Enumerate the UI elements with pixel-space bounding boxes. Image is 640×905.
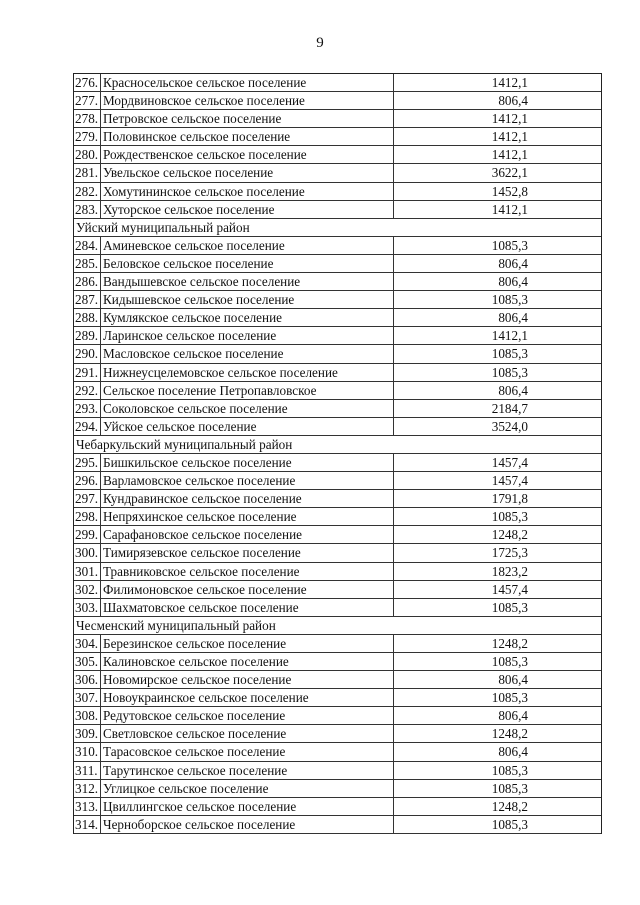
settlement-name: Мордвиновское сельское поселение (101, 92, 394, 109)
settlement-value: 806,4 (498, 274, 528, 290)
settlement-value: 1085,3 (491, 816, 528, 832)
table-row (74, 291, 601, 309)
row-number: 290. (74, 345, 101, 362)
settlement-value: 1085,3 (491, 292, 528, 308)
settlement-value: 1457,4 (491, 454, 528, 470)
row-number: 297. (74, 490, 101, 507)
district-name: Уйский муниципальный район (76, 219, 250, 235)
row-number: 279. (74, 128, 101, 145)
settlement-value: 1248,2 (491, 527, 528, 543)
row-number: 282. (74, 183, 101, 200)
table-row (74, 689, 601, 707)
settlement-value: 1085,3 (491, 690, 528, 706)
settlement-value: 806,4 (498, 310, 528, 326)
settlement-value: 1457,4 (491, 581, 528, 597)
settlement-name: Непряхинское сельское поселение (101, 508, 394, 525)
row-number: 306. (74, 671, 101, 688)
settlement-value: 1085,3 (491, 346, 528, 362)
settlement-name: Сельское поселение Петропавловское (101, 382, 394, 399)
settlement-name: Углицкое сельское поселение (101, 780, 394, 797)
row-number: 294. (74, 418, 101, 435)
row-number: 295. (74, 454, 101, 471)
settlement-value: 1248,2 (491, 635, 528, 651)
table-row (74, 237, 601, 255)
settlement-name: Редутовское сельское поселение (101, 707, 394, 724)
row-number: 298. (74, 508, 101, 525)
table-row (74, 92, 601, 110)
row-number: 304. (74, 635, 101, 652)
settlement-value: 1248,2 (491, 726, 528, 742)
settlement-value: 1412,1 (491, 75, 528, 90)
table-row (74, 581, 601, 599)
settlement-value: 1085,3 (491, 654, 528, 669)
settlement-value: 1085,3 (491, 762, 528, 778)
settlement-name: Тарасовское сельское поселение (101, 743, 394, 760)
settlement-name: Ларинское сельское поселение (101, 327, 394, 344)
table-row (74, 743, 601, 761)
table-row (74, 128, 601, 146)
table-row (74, 164, 601, 182)
settlement-name: Светловское сельское поселение (101, 725, 394, 742)
table-row (74, 526, 601, 544)
district-header-row (74, 219, 601, 237)
settlement-name: Хомутининское сельское поселение (101, 183, 394, 200)
settlement-name: Тарутинское сельское поселение (101, 762, 394, 779)
settlement-name: Соколовское сельское поселение (101, 400, 394, 417)
table-row (74, 345, 601, 363)
table-row (74, 454, 601, 472)
settlement-name: Березинское сельское поселение (101, 635, 394, 652)
settlement-value: 1248,2 (491, 798, 528, 814)
table-row (74, 635, 601, 653)
row-number: 291. (74, 364, 101, 381)
row-number: 283. (74, 201, 101, 218)
table-row (74, 798, 601, 816)
settlement-value: 1412,1 (491, 111, 528, 127)
settlement-name: Беловское сельское поселение (101, 255, 394, 272)
settlement-value: 3524,0 (491, 418, 528, 434)
settlement-name: Новоукраинское сельское поселение (101, 689, 394, 706)
settlement-value: 3622,1 (491, 165, 528, 181)
settlement-name: Аминевское сельское поселение (101, 237, 394, 254)
row-number: 301. (74, 563, 101, 580)
settlement-name: Кидышевское сельское поселение (101, 291, 394, 308)
settlement-name: Черноборское сельское поселение (101, 816, 394, 833)
settlement-value: 1457,4 (491, 473, 528, 489)
table-row (74, 364, 601, 382)
row-number: 314. (74, 816, 101, 833)
row-number: 288. (74, 309, 101, 326)
table-row (74, 400, 601, 418)
row-number: 303. (74, 599, 101, 616)
row-number: 296. (74, 472, 101, 489)
settlement-name: Кумлякское сельское поселение (101, 309, 394, 326)
settlement-name: Бишкильское сельское поселение (101, 454, 394, 471)
row-number: 307. (74, 689, 101, 706)
settlement-name: Варламовское сельское поселение (101, 472, 394, 489)
table-row (74, 309, 601, 327)
settlement-value: 806,4 (498, 255, 528, 271)
row-number: 308. (74, 707, 101, 724)
settlement-name: Цвиллингское сельское поселение (101, 798, 394, 815)
settlement-value: 1085,3 (491, 364, 528, 380)
row-number: 281. (74, 164, 101, 181)
settlement-value: 806,4 (498, 708, 528, 724)
table-row (74, 418, 601, 436)
table-row (74, 508, 601, 526)
row-number: 305. (74, 653, 101, 670)
settlement-value: 806,4 (498, 744, 528, 760)
settlement-name: Масловское сельское поселение (101, 345, 394, 362)
table-row (74, 816, 601, 834)
row-number: 276. (74, 74, 101, 91)
table-row (74, 74, 601, 92)
settlement-value: 1085,3 (491, 509, 528, 525)
table-row (74, 201, 601, 219)
table-row (74, 725, 601, 743)
settlement-value: 806,4 (498, 382, 528, 398)
table-row (74, 110, 601, 128)
settlement-name: Петровское сельское поселение (101, 110, 394, 127)
settlement-value: 806,4 (498, 672, 528, 688)
row-number: 292. (74, 382, 101, 399)
district-name: Чебаркульский муниципальный район (76, 436, 293, 452)
table-row (74, 183, 601, 201)
row-number: 287. (74, 291, 101, 308)
settlement-value: 1412,1 (491, 147, 528, 163)
table-row (74, 146, 601, 164)
table-row (74, 671, 601, 689)
row-number: 310. (74, 743, 101, 760)
row-number: 302. (74, 581, 101, 598)
row-number: 289. (74, 327, 101, 344)
settlement-name: Травниковское сельское поселение (101, 563, 394, 580)
settlement-name: Филимоновское сельское поселение (101, 581, 394, 598)
table-row (74, 707, 601, 725)
table-row (74, 563, 601, 581)
table-row (74, 599, 601, 617)
settlement-table (73, 73, 602, 834)
row-number: 285. (74, 255, 101, 272)
settlement-name: Рождественское сельское поселение (101, 146, 394, 163)
settlement-value: 806,4 (498, 93, 528, 109)
row-number: 286. (74, 273, 101, 290)
table-row (74, 273, 601, 291)
settlement-value: 1085,3 (491, 599, 528, 615)
table-row (74, 490, 601, 508)
table-row (74, 327, 601, 345)
row-number: 300. (74, 544, 101, 561)
settlement-name: Шахматовское сельское поселение (101, 599, 394, 616)
settlement-value: 1791,8 (491, 491, 528, 507)
settlement-value: 1085,3 (491, 237, 528, 253)
settlement-value: 1823,2 (491, 563, 528, 579)
settlement-name: Нижнеусцелемовское сельское поселение (101, 364, 394, 381)
settlement-name: Увельское сельское поселение (101, 164, 394, 181)
settlement-name: Вандышевское сельское поселение (101, 273, 394, 290)
settlement-name: Красносельское сельское поселение (101, 74, 394, 91)
row-number: 277. (74, 92, 101, 109)
table-row (74, 255, 601, 273)
settlement-value: 1725,3 (491, 545, 528, 561)
district-header-row (74, 617, 601, 635)
row-number: 299. (74, 526, 101, 543)
settlement-name: Хуторское сельское поселение (101, 201, 394, 218)
settlement-name: Половинское сельское поселение (101, 128, 394, 145)
row-number: 312. (74, 780, 101, 797)
table-row (74, 762, 601, 780)
row-number: 313. (74, 798, 101, 815)
table-row (74, 472, 601, 490)
table-row (74, 544, 601, 562)
table-row (74, 653, 601, 671)
settlement-value: 2184,7 (491, 400, 528, 416)
settlement-value: 1085,3 (491, 780, 528, 796)
settlement-value: 1412,1 (491, 328, 528, 344)
settlement-name: Новомирское сельское поселение (101, 671, 394, 688)
table-row (74, 780, 601, 798)
settlement-name: Тимирязевское сельское поселение (101, 544, 394, 561)
district-name: Чесменский муниципальный район (76, 617, 276, 633)
settlement-name: Сарафановское сельское поселение (101, 526, 394, 543)
row-number: 280. (74, 146, 101, 163)
district-header-row (74, 436, 601, 454)
settlement-name: Кундравинское сельское поселение (101, 490, 394, 507)
row-number: 284. (74, 237, 101, 254)
row-number: 309. (74, 725, 101, 742)
settlement-value: 1412,1 (491, 201, 528, 217)
row-number: 278. (74, 110, 101, 127)
settlement-name: Калиновское сельское поселение (101, 653, 394, 670)
table-row (74, 382, 601, 400)
settlement-value: 1452,8 (491, 183, 528, 199)
row-number: 293. (74, 400, 101, 417)
settlement-value: 1412,1 (491, 129, 528, 145)
row-number: 311. (74, 762, 101, 779)
settlement-name: Уйское сельское поселение (101, 418, 394, 435)
page-number: 9 (316, 35, 324, 51)
